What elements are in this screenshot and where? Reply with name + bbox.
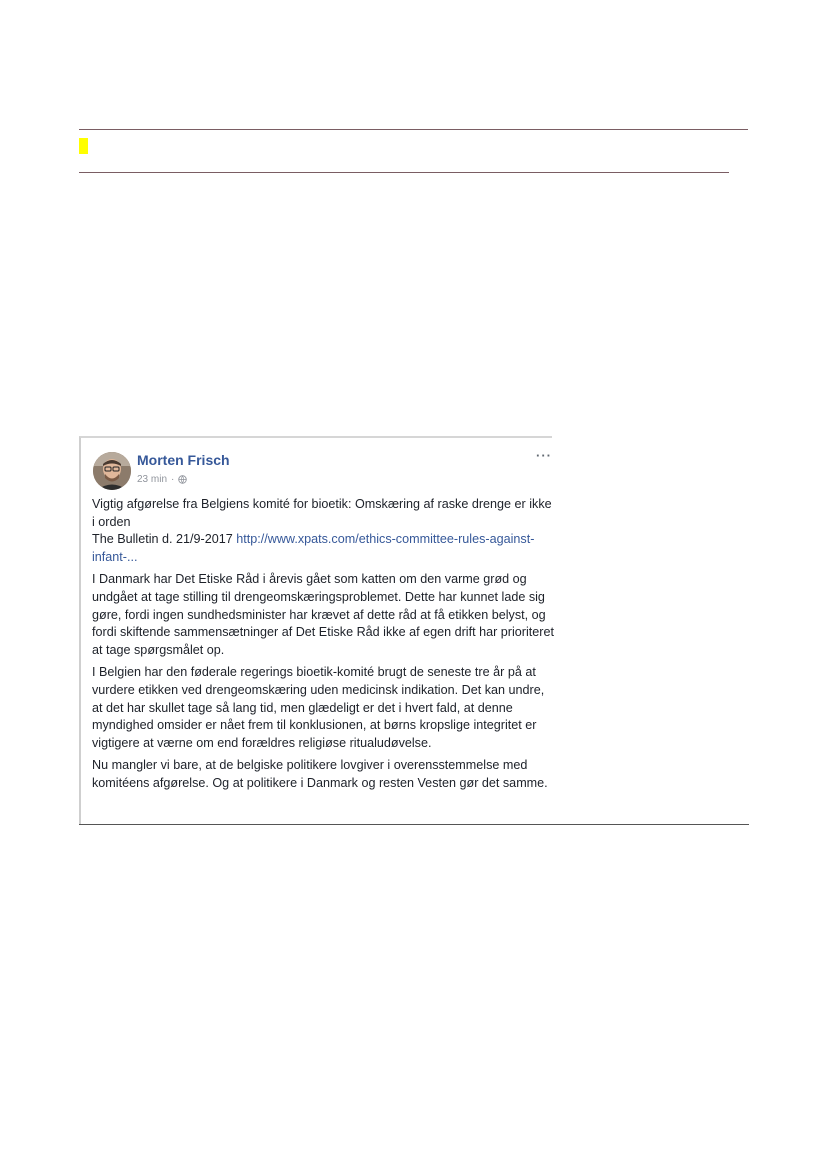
post-intro-text: Vigtig afgørelse fra Belgiens komité for bioetik: Omskæring af raske drenge er ikke i orden: [92, 497, 552, 529]
post-article-link[interactable]: http://www.xpats.com/ethics-committee-rules-against-infant-...: [92, 532, 535, 564]
globe-icon: [178, 475, 187, 484]
meta-separator: ·: [171, 474, 175, 485]
post-meta: [137, 474, 187, 485]
avatar[interactable]: [93, 452, 131, 490]
post-source-prefix: The Bulletin d. 21/9-2017: [92, 532, 233, 547]
facebook-post-screenshot: [79, 436, 552, 824]
post-timestamp[interactable]: 23 min: [137, 474, 168, 485]
post-paragraph-3: Nu mangler vi bare, at de belgiske politikere lovgiver i overensstemmelse med komitéens afgørelse. Og at politikere i Danmark og resten Vesten gør det samme.: [92, 758, 548, 790]
header-rule-bottom: [79, 172, 729, 173]
more-options-icon[interactable]: ···: [536, 448, 552, 463]
header-rule-top: [79, 129, 748, 130]
profile-photo-icon: [93, 452, 131, 490]
post-paragraph-1: I Danmark har Det Etiske Råd i årevis gået som katten om den varme grød og undgået at tage stilling til drengeomskæringsproblemet. Dette har kunnet lade sig gøre, fordi ingen sundhedsminister har krævet af dette råd at få etikken belyst, og fordi skiftende sammensætninger af Det Etiske Råd ikke af egen drift har prioriteret at tage spørgsmålet op.: [92, 572, 554, 657]
post-bottom-rule: [79, 824, 749, 825]
post-author-name[interactable]: Morten Frisch: [137, 452, 230, 468]
post-body: [92, 496, 554, 798]
post-paragraph-2: I Belgien har den føderale regerings bioetik-komité brugt de seneste tre år på at vurdere etikken ved drengeomskæring uden medicinsk indikation. Det kan undre, at det har skullet tage så lang tid, men glædeligt er det i hvert fald, at denne myndighed omsider er nået frem til konklusionen, at børns kropslige integritet er vigtigere at værne om end forældres religiøse ritualudøvelse.: [92, 665, 545, 750]
post-intro: [92, 496, 554, 566]
text-highlight-marker: [79, 138, 88, 154]
